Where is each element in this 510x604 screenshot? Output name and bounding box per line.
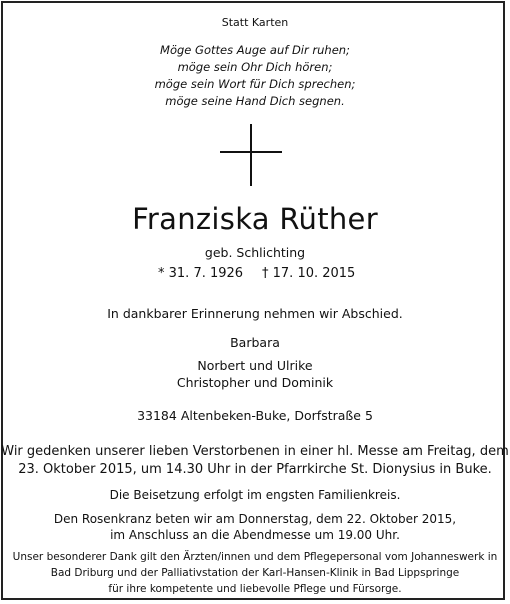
mass-line-1: Wir gedenken unserer lieben Verstorbenen in einer hl. Messe am Freitag, dem	[1, 444, 509, 459]
birth-date: * 31. 7. 1926	[158, 266, 244, 281]
rosary-line-1: Den Rosenkranz beten wir am Donnerstag, dem 22. Oktober 2015,	[53, 512, 457, 526]
verse-line-3: möge sein Wort für Dich sprechen;	[154, 77, 356, 91]
verse-line-1: Möge Gottes Auge auf Dir ruhen;	[160, 43, 350, 57]
family-member-3: Christopher und Dominik	[176, 375, 334, 390]
rosary-line-2: im Anschluss an die Abendmesse um 19.00 Uhr.	[110, 528, 400, 542]
burial-line: Die Beisetzung erfolgt im engsten Familienkreis.	[109, 488, 401, 502]
thanks-line-1: Unser besonderer Dank gilt den Ärzten/innen und dem Pflegepersonal vom Johanneswerk in	[12, 551, 498, 563]
farewell-line: In dankbarer Erinnerung nehmen wir Abschied.	[107, 306, 403, 321]
thanks-line-2: Bad Driburg und der Palliativstation der Karl-Hansen-Klinik in Bad Lippspringe	[50, 567, 460, 579]
death-date: † 17. 10. 2015	[262, 266, 356, 281]
verse-line-4: möge seine Hand Dich segnen.	[165, 94, 345, 108]
maiden-name: geb. Schlichting	[204, 245, 306, 260]
thanks-line-3: für ihre kompetente und liebevolle Pflege und Fürsorge.	[108, 583, 402, 595]
mass-line-2: 23. Oktober 2015, um 14.30 Uhr in der Pfarrkirche St. Dionysius in Buke.	[18, 462, 492, 477]
deceased-name: Franziska Rüther	[132, 202, 378, 236]
verse-line-2: möge sein Ohr Dich hören;	[177, 60, 333, 74]
header-statt-karten: Statt Karten	[221, 16, 289, 29]
family-member-1: Barbara	[230, 335, 280, 350]
family-member-2: Norbert und Ulrike	[197, 358, 313, 373]
address-line: 33184 Altenbeken-Buke, Dorfstraße 5	[137, 408, 373, 423]
